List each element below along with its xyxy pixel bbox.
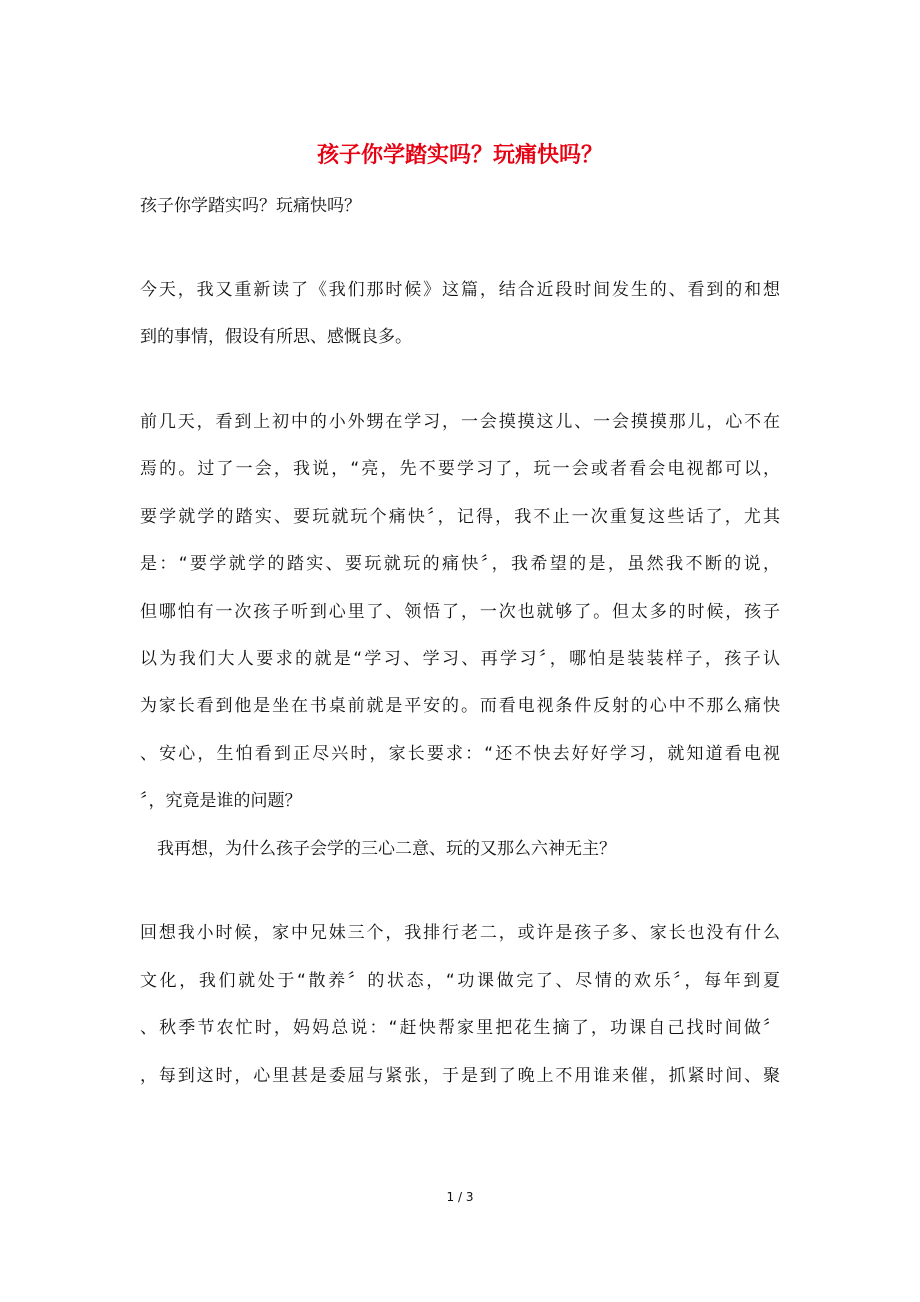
paragraph-line: ，每到这时，心里甚是委屈与紧张，于是到了晚上不用谁来催，抓紧时间、聚 [140, 1066, 780, 1086]
paragraph-line: 前几天，看到上初中的小外甥在学习，一会摸摸这儿、一会摸摸那儿，心不在 [140, 412, 780, 432]
paragraph-line: 是：“要学就学的踏实、要玩就玩的痛快〞，我希望的是，虽然我不断的说， [140, 554, 780, 574]
paragraph-line: 今天，我又重新读了《我们那时候》这篇，结合近段时间发生的、看到的和想 [140, 280, 780, 300]
document-title: 孩子你学踏实吗？玩痛快吗？ [316, 142, 603, 168]
paragraph-line: 要学就学的踏实、要玩就玩个痛快〞，记得，我不止一次重复这些话了，尤其 [140, 507, 780, 527]
paragraph-line: 、秋季节农忙时，妈妈总说：“赶快帮家里把花生摘了，功课自己找时间做〞 [140, 1018, 780, 1038]
page-number: 1 / 3 [446, 1190, 474, 1204]
paragraph-line: 但哪怕有一次孩子听到心里了、领悟了，一次也就够了。但太多的时候，孩子 [140, 602, 780, 622]
paragraph-line: 文化，我们就处于“散养〞的状态，“功课做完了、尽情的欢乐〞，每年到夏 [140, 971, 780, 991]
paragraph-line: 〞，究竟是谁的问题？ [140, 791, 302, 811]
paragraph-line: 、安心，生怕看到正尽兴时，家长要求：“还不快去好好学习，就知道看电视 [140, 744, 780, 764]
paragraph-line: 焉的。过了一会，我说，“亮，先不要学习了，玩一会或者看会电视都可以， [140, 459, 780, 479]
subtitle-line: 孩子你学踏实吗？玩痛快吗？ [140, 196, 361, 216]
paragraph-line: 回想我小时候，家中兄妹三个，我排行老二，或许是孩子多、家长也没有什么 [140, 923, 780, 943]
paragraph-line: 为家长看到他是坐在书桌前就是平安的。而看电视条件反射的心中不那么痛快 [140, 696, 780, 716]
paragraph-line: 以为我们大人要求的就是“学习、学习、再学习〞，哪怕是装装样子，孩子认 [140, 649, 780, 669]
paragraph-line: 到的事情，假设有所思、感慨良多。 [140, 327, 412, 347]
paragraph-line: 我再想，为什么孩子会学的三心二意、玩的又那么六神无主？ [157, 839, 616, 859]
